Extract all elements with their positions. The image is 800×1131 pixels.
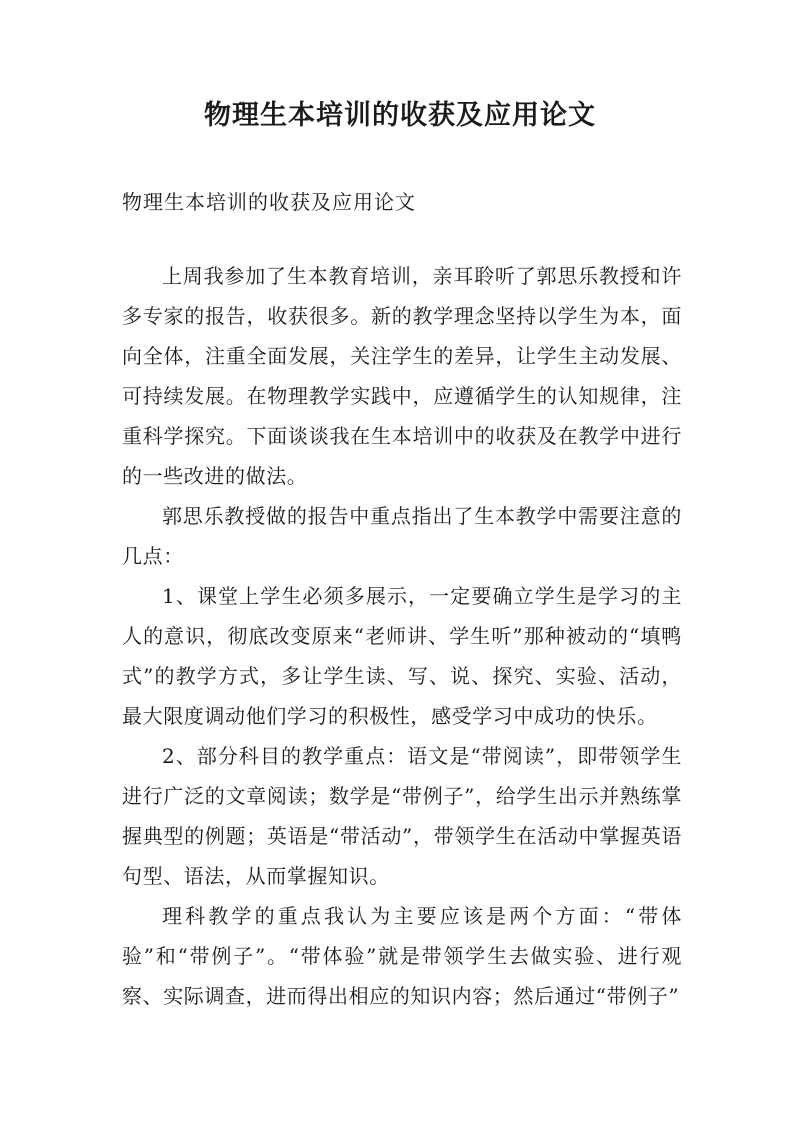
document-title: 物理生本培训的收获及应用论文 — [204, 100, 596, 131]
paragraph-key-points-intro: 郭思乐教授做的报告中重点指出了生本教学中需要注意的几点： — [122, 504, 682, 568]
document-body — [122, 256, 682, 1016]
paragraph-point-2: 2、部分科目的教学重点：语文是“带阅读”，即带领学生进行广泛的文章阅读；数学是“带例子”，给学生出示并熟练掌握典型的例题；英语是“带活动”，带领学生在活动中掌握英语句型、语法，从而掌握知识。 — [122, 744, 682, 888]
paragraph-intro: 上周我参加了生本教育培训，亲耳聆听了郭思乐教授和许多专家的报告，收获很多。新的教学理念坚持以学生为本，面向全体，注重全面发展，关注学生的差异，让学生主动发展、可持续发展。在物理教学实践中，应遵循学生的认知规律，注重科学探究。下面谈谈我在生本培训中的收获及在教学中进行的一些改进的做法。 — [122, 264, 682, 488]
paragraph-point-1: 1、课堂上学生必须多展示，一定要确立学生是学习的主人的意识，彻底改变原来“老师讲、学生听”那种被动的“填鸭式”的教学方式，多让学生读、写、说、探究、实验、活动，最大限度调动他们学习的积极性，感受学习中成功的快乐。 — [122, 584, 682, 728]
document-subtitle: 物理生本培训的收获及应用论文 — [122, 190, 416, 214]
paragraph-science-teaching: 理科教学的重点我认为主要应该是两个方面：“带体验”和“带例子”。“带体验”就是带领学生去做实验、进行观察、实际调查，进而得出相应的知识内容；然后通过“带例子” — [122, 904, 682, 1008]
